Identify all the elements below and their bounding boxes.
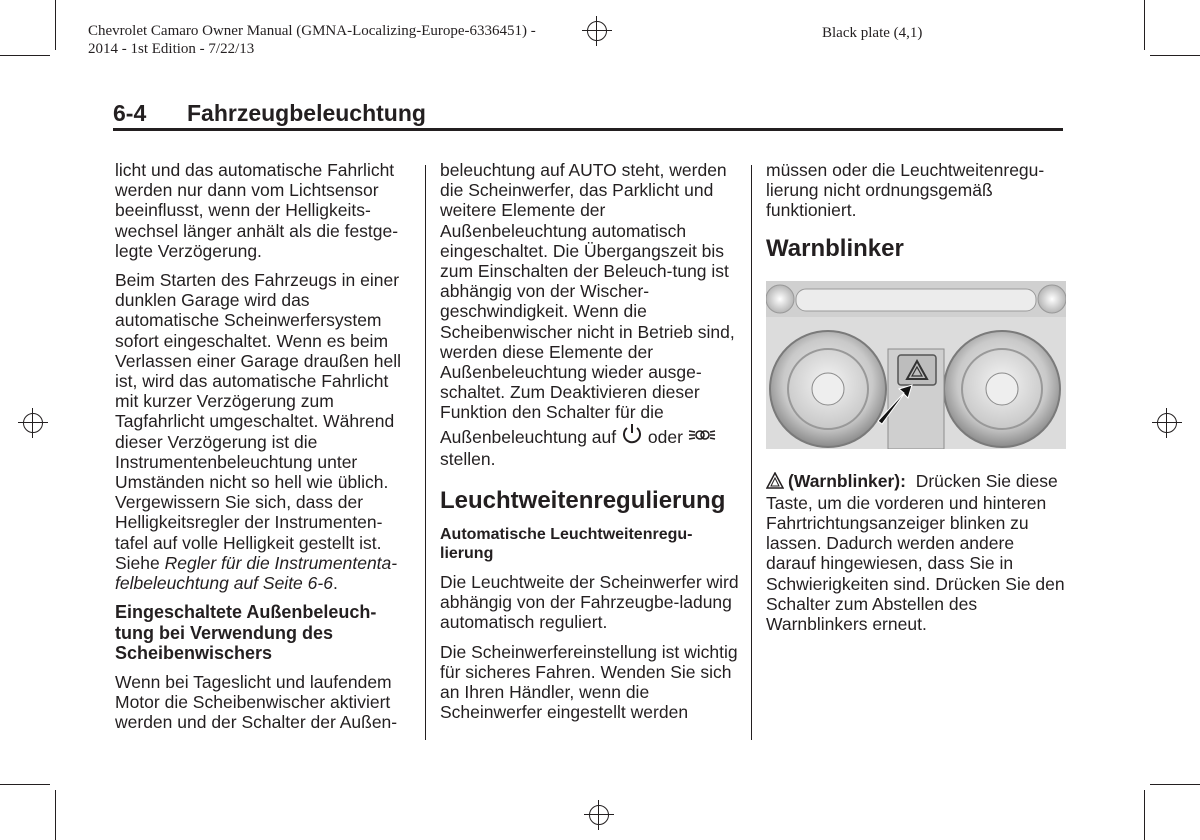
paragraph-text: Beim Starten des Fahrzeugs in einer dunklen Garage wird das automatische Scheinwerfersystem sofort eingeschaltet. Wenn es beim Verlassen einer Garage draußen hell ist, wird das automatische Fahrlicht mit kurzer Verzögerung zum Tagfahrlicht umgeschaltet. Während dieser Verzögerung ist die Instrumentenbeleuchtung unter Umständen nicht so hell wie üblich. Vergewissern Sie sich, dass der Helligkeitsregler der Instrumenten-tafel auf volle Helligkeit gestellt ist. Siehe — [115, 270, 402, 573]
paragraph: Die Leuchtweite der Scheinwerfer wird abhängig von der Fahrzeugbe-ladung automatisch reguliert. — [440, 572, 739, 633]
registration-mark-icon — [18, 408, 48, 438]
paragraph-text: oder — [647, 426, 683, 447]
column-1 — [115, 160, 415, 741]
crop-mark — [0, 784, 50, 785]
column-2 — [440, 160, 740, 731]
crop-mark — [55, 790, 56, 840]
paragraph: müssen oder die Leuchtweitenregu-lierung nicht ordnungsgemäß funktioniert. — [766, 160, 1045, 221]
registration-mark-icon — [1152, 408, 1182, 438]
paragraph — [440, 423, 740, 469]
subheading: Eingeschaltete Außenbeleuch-tung bei Verwendung des Scheibenwischers — [115, 602, 377, 664]
paragraph: Die Scheinwerfereinstellung ist wichtig für sicheres Fahren. Wenden Sie sich an Ihren Händler, wenn die Scheinwerfer eingestellt werden — [440, 641, 738, 723]
column-divider — [425, 165, 426, 740]
crop-mark — [1144, 790, 1145, 840]
header-line-1: Chevrolet Camaro Owner Manual (GMNA-Localizing-Europe-6336451) - — [88, 23, 536, 39]
paragraph-text: stellen. — [440, 448, 496, 469]
crop-mark — [1150, 55, 1200, 56]
paragraph: Wenn bei Tageslicht und laufendem Motor die Scheibenwischer aktiviert werden und der Schalter der Außen- — [115, 671, 398, 733]
registration-mark-icon — [584, 800, 614, 830]
column-3 — [766, 160, 1066, 643]
heading: Warnblinker — [766, 234, 904, 262]
heading-rule — [113, 128, 1063, 131]
paragraph — [766, 471, 1066, 635]
section-title: Fahrzeugbeleuchtung — [187, 100, 426, 126]
subheading: Automatische Leuchtweitenregu-lierung — [440, 526, 693, 563]
parking-light-icon — [688, 425, 716, 449]
crop-mark — [0, 55, 50, 56]
column-divider — [751, 165, 752, 740]
section-number: 6-4 — [113, 100, 147, 126]
print-header — [88, 22, 536, 58]
paragraph-text: beleuchtung auf AUTO steht, werden die Scheinwerfer, das Parklicht und weitere Elemente der Außenbeleuchtung automatisch eingeschaltet. Die Übergangszeit bis zum Einschalten der Beleuch-tung ist abhängig von der Wischer-geschwindigkeit. Wenn die Scheibenwischer nicht in Betrieb sind, werden diese Elemente der Außenbeleuchtung wieder ausge-schaltet. Zum Deaktivieren dieser Funktion den Schalter für die — [440, 160, 735, 423]
section-heading — [113, 100, 426, 127]
registration-mark-icon — [582, 16, 612, 46]
paragraph — [440, 160, 740, 423]
crop-mark — [1150, 784, 1200, 785]
paragraph — [115, 270, 415, 593]
paragraph-text: Außenbeleuchtung auf — [440, 426, 617, 447]
paragraph: licht und das automatische Fahrlicht werden nur dann vom Lichtsensor beeinflusst, wenn der Helligkeits-wechsel länger anhält als die festge-legte Verzögerung. — [115, 160, 399, 261]
heading: Leuchtweitenregulierung — [440, 487, 726, 515]
hazard-switch-photo — [766, 281, 1066, 449]
paragraph-text: . — [332, 573, 338, 594]
hazard-triangle-icon — [766, 472, 784, 493]
cross-reference-link[interactable]: Regler für die Instrumententa-felbeleuchtung auf Seite 6-6 — [115, 552, 398, 594]
power-icon — [621, 423, 643, 449]
header-line-2: 2014 - 1st Edition - 7/22/13 — [88, 41, 255, 57]
plate-label: Black plate (4,1) — [822, 25, 923, 41]
crop-mark — [55, 0, 56, 50]
paragraph-text: Drücken Sie diese Taste, um die vorderen und hinteren Fahrtrichtungsanzeiger blinken zu lassen. Dadurch werden andere darauf hingewiesen, dass Sie in Schwierigkeiten sind. Drücken Sie den Schalter zum Abstellen des Warnblinkers erneut. — [766, 470, 1065, 635]
crop-mark — [1144, 0, 1145, 50]
hazard-label: (Warnblinker): — [788, 470, 906, 491]
